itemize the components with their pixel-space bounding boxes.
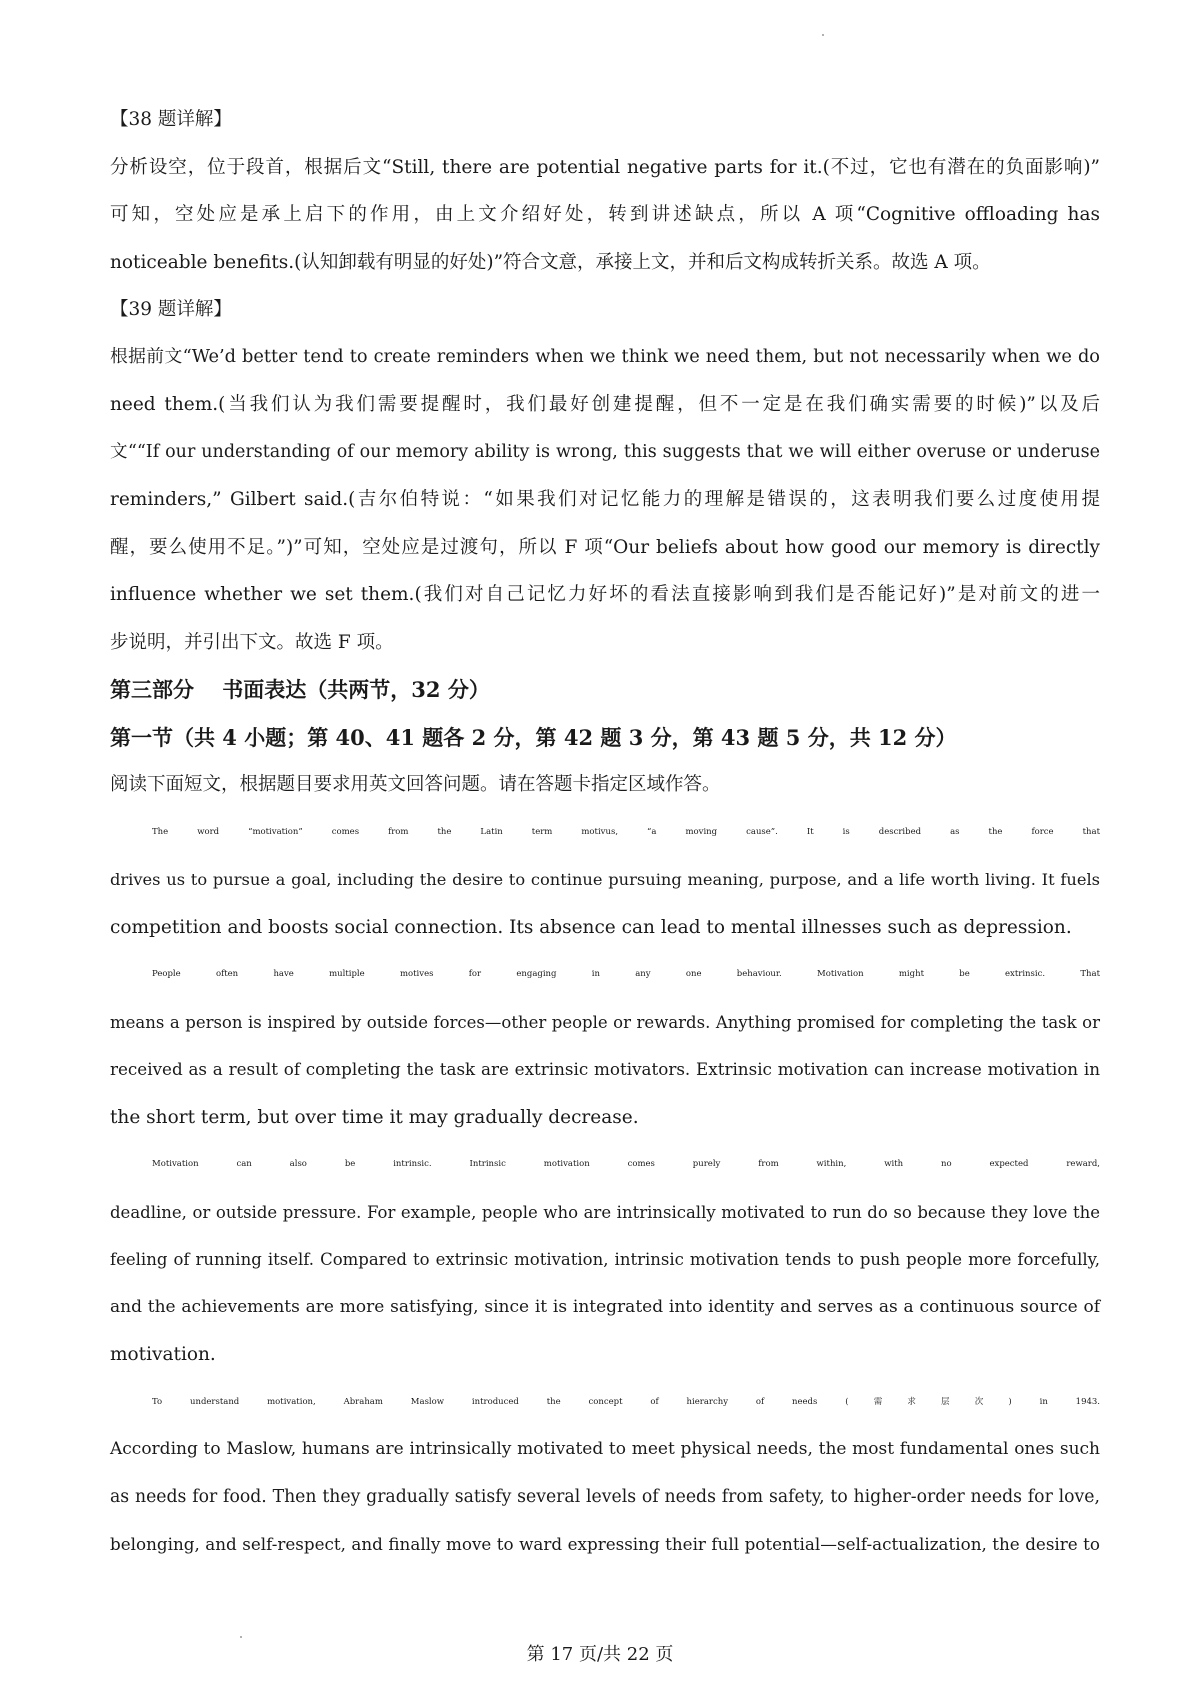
passage-line: drives us to pursue a goal, including the desire to continue pursuing meaning, purpose, and a life worth living. It fuels	[110, 870, 1100, 889]
passage-line: To understand motivation, Abraham Maslow introduced the concept of hierarchy of needs (需求层次) in 1943.	[152, 1396, 1100, 1407]
passage-line: received as a result of completing the task are extrinsic motivators. Extrinsic motivation can increase motivation in	[110, 1059, 1100, 1079]
scan-speck	[822, 34, 824, 36]
q39-line: influence whether we set them.(我们对自己记忆力好坏的看法直接影响到我们是否能记好)”是对前文的进一	[110, 584, 1100, 605]
passage-line: the short term, but over time it may gradually decrease.	[110, 1106, 639, 1128]
q38-line: noticeable benefits.(认知卸载有明显的好处)”符合文意，承接上文，并和后文构成转折关系。故选 A 项。	[110, 251, 991, 273]
passage-paragraph	[110, 1379, 1100, 1569]
q39-line: reminders,” Gilbert said.(吉尔伯特说：“如果我们对记忆能力的理解是错误的，这表明我们要么过度使用提	[110, 489, 1100, 510]
passage-line: feeling of running itself. Compared to extrinsic motivation, intrinsic motivation tends to push people more forcefully,	[110, 1250, 1100, 1269]
section1-title: 第一节（共 4 小题；第 40、41 题各 2 分，第 42 题 3 分，第 43 题 5 分，共 12 分）	[110, 724, 957, 750]
q39-line: 文““If our understanding of our memory ability is wrong, this suggests that we will either overuse or underuse	[110, 441, 1100, 462]
passage-line: People often have multiple motives for engaging in any one behaviour. Motivation might be extrinsic. That	[152, 969, 1100, 979]
q39-line: need them.(当我们认为我们需要提醒时，我们最好创建提醒，但不一定是在我们确实需要的时候)”以及后	[110, 394, 1100, 415]
q39-line: 根据前文“We’d better tend to create reminders when we think we need them, but not necessarily when we do	[110, 346, 1100, 367]
passage-paragraph	[110, 809, 1100, 952]
passage-paragraph	[110, 951, 1100, 1141]
page-footer: 第 17 页/共 22 页	[526, 1644, 674, 1665]
q39-line: 醒，要么使用不足。”)”可知，空处应是过渡句，所以 F 项“Our beliefs about how good our memory is directly	[110, 536, 1100, 558]
passage-line: belonging, and self-respect, and finally move to ward expressing their full potential—self-actualization, the desire to	[110, 1534, 1100, 1554]
instruction: 阅读下面短文，根据题目要求用英文回答问题。请在答题卡指定区域作答。	[110, 774, 721, 795]
q38-line: 可知，空处应是承上启下的作用，由上文介绍好处，转到讲述缺点，所以 A 项“Cognitive offloading has	[110, 204, 1100, 225]
passage-paragraph	[110, 1141, 1100, 1379]
passage-line: as needs for food. Then they gradually satisfy several levels of needs from safety, to higher-order needs for love,	[110, 1486, 1100, 1507]
q38-line: 分析设空，位于段首，根据后文“Still, there are potential negative parts for it.(不过，它也有潜在的负面影响)”	[110, 156, 1100, 178]
passage-line: According to Maslow, humans are intrinsically motivated to meet physical needs, the most fundamental ones such	[110, 1439, 1100, 1459]
q38-title: 【38 题详解】	[110, 109, 232, 130]
passage-line: Motivation can also be intrinsic. Intrinsic motivation comes purely from within, with no expected reward,	[152, 1159, 1100, 1169]
part3-title: 第三部分 书面表达（共两节，32 分）	[110, 677, 490, 702]
passage-line: deadline, or outside pressure. For example, people who are intrinsically motivated to run do so because they love the	[110, 1202, 1100, 1222]
scan-speck	[240, 1636, 242, 1638]
passage-line: and the achievements are more satisfying, since it is integrated into identity and serves as a continuous source of	[110, 1296, 1100, 1317]
passage-line: competition and boosts social connection. Its absence can lead to mental illnesses such as depression.	[110, 916, 1072, 938]
q39-title: 【39 题详解】	[110, 299, 232, 320]
passage-line: The word “motivation” comes from the Latin term motivus, “a moving cause”. It is described as the force that	[152, 826, 1100, 837]
passage-line: means a person is inspired by outside forces—other people or rewards. Anything promised for completing the task or	[110, 1012, 1100, 1032]
passage-line: motivation.	[110, 1344, 216, 1365]
q39-line: 步说明，并引出下文。故选 F 项。	[110, 631, 394, 653]
document-page	[110, 96, 1100, 1569]
